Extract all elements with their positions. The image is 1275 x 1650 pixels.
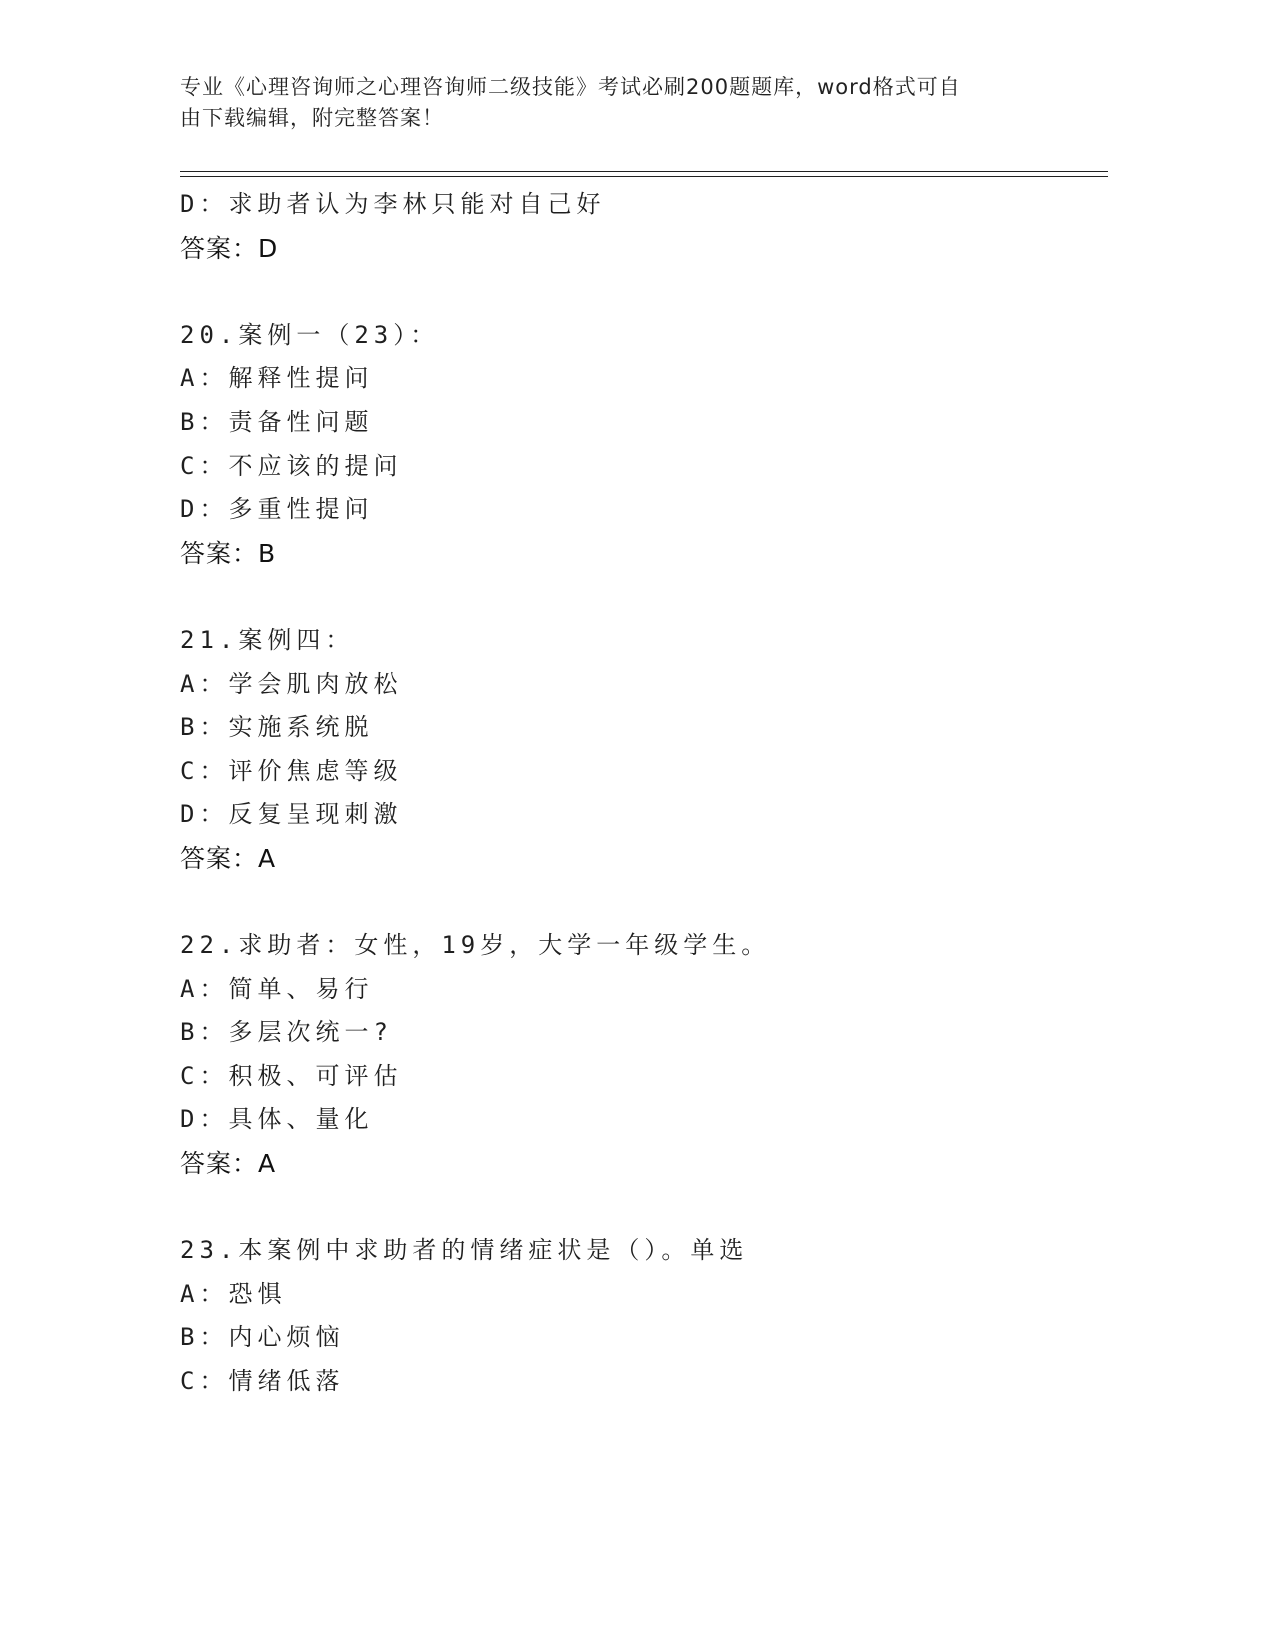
- option-c: C：积极、可评估: [180, 1061, 403, 1090]
- option-c: C：情绪低落: [180, 1367, 345, 1396]
- option-c: C：评价焦虑等级: [180, 756, 403, 785]
- question-list: [180, 183, 1080, 1404]
- header-line-2: 由下载编辑，附完整答案！: [180, 106, 444, 130]
- answer-label: 答案：A: [180, 843, 277, 873]
- answer-label: 答案：A: [180, 1149, 277, 1179]
- option-d: D：求助者认为李林只能对自己好: [180, 190, 606, 218]
- option-b: B：责备性问题: [180, 407, 374, 436]
- option-d: D：反复呈现刺激: [180, 800, 403, 829]
- question-block-20: [180, 314, 1080, 576]
- answer-label: 答案：B: [180, 538, 277, 568]
- option-b: B：内心烦恼: [180, 1323, 345, 1352]
- question-block-23: [180, 1229, 1080, 1403]
- option-a: A：恐惧: [180, 1279, 287, 1308]
- header-divider-bottom: [180, 176, 1108, 177]
- option-a: A：解释性提问: [180, 364, 374, 393]
- option-a: A：简单、易行: [180, 974, 374, 1003]
- header-divider-top: [180, 171, 1108, 172]
- question-stem: 22.求助者：女性，19岁，大学一年级学生。: [180, 931, 771, 960]
- option-d: D：多重性提问: [180, 495, 374, 524]
- answer-label: 答案：D: [180, 233, 279, 263]
- question-stem: 21.案例四：: [180, 625, 355, 654]
- option-b: B：实施系统脱: [180, 713, 374, 742]
- spacer: [180, 575, 1080, 619]
- question-stem: 23.本案例中求助者的情绪症状是（）。单选: [180, 1236, 749, 1265]
- option-b: B：多层次统一?: [180, 1018, 393, 1047]
- question-stem: 20.案例一（23）：: [180, 320, 440, 349]
- option-a: A：学会肌肉放松: [180, 669, 403, 698]
- question-block-21: [180, 619, 1080, 881]
- question-block-22: [180, 924, 1080, 1186]
- header-line-1: 专业《心理咨询师之心理咨询师二级技能》考试必刷200题题库，word格式可自: [180, 75, 961, 99]
- option-c: C：不应该的提问: [180, 451, 403, 480]
- spacer: [180, 881, 1080, 925]
- option-d: D：具体、量化: [180, 1105, 374, 1134]
- spacer: [180, 270, 1080, 314]
- document-header: [180, 72, 1040, 134]
- spacer: [180, 1186, 1080, 1230]
- question-block-prev: [180, 183, 1080, 270]
